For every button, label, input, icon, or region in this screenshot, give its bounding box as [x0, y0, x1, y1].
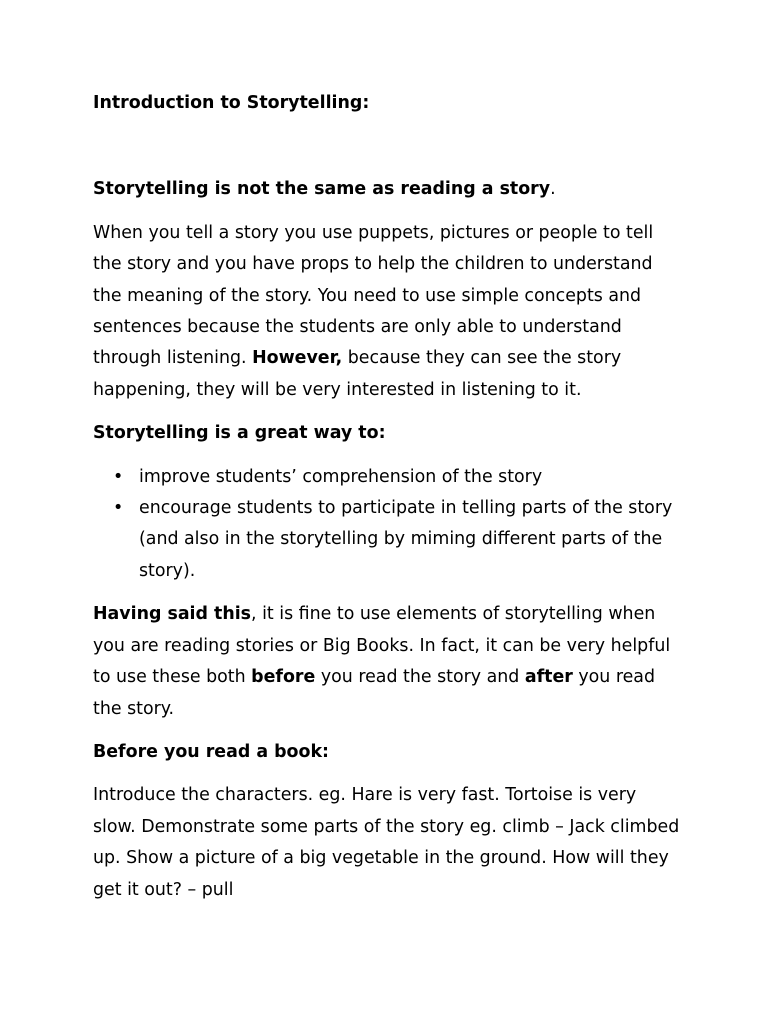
paragraph-text: you read the story and	[315, 667, 525, 688]
benefits-list	[93, 462, 683, 588]
however-bold: However,	[252, 348, 343, 369]
after-bold: after	[524, 667, 573, 688]
heading-bold-text: Storytelling is not the same as reading a story	[93, 179, 551, 200]
list-item-text: encourage students to participate in telling parts of the story (and also in the storytelling by miming different parts of the story).	[139, 498, 673, 581]
paragraph-text: you read the story.	[93, 667, 656, 719]
great-way-heading: Storytelling is a great way to:	[93, 423, 386, 444]
bullet-icon: •	[113, 498, 124, 519]
paragraph-text: When you tell a story you use puppets, pictures or people to tell the story and you have props to help the children to understand the meaning of the story. You need to use simple concepts and sentences because the students are only able to understand through listening.	[93, 222, 654, 369]
heading-period: .	[550, 179, 556, 200]
before-reading-paragraph: Introduce the characters. eg. Hare is very fast. Tortoise is very slow. Demonstrate some parts of the story eg. climb – Jack climbed up. Show a picture of a big vegetable in the ground. How will they get it out? – pull	[93, 785, 680, 900]
storytelling-explanation-paragraph	[93, 218, 683, 406]
list-item-text: improve students’ comprehension of the story	[139, 466, 543, 487]
having-said-this-paragraph	[93, 599, 683, 725]
before-bold: before	[251, 667, 316, 688]
document-title: Introduction to Storytelling:	[93, 93, 370, 113]
storytelling-not-reading-heading	[93, 174, 683, 205]
paragraph-text: because they can see the story happening, they will be very interested in listening to it.	[93, 348, 622, 400]
list-item	[93, 462, 683, 493]
bullet-icon: •	[113, 466, 124, 487]
paragraph-text: , it is fine to use elements of storytelling when you are reading stories or Big Books. In fact, it can be very helpful to use these both	[93, 604, 671, 688]
list-item	[93, 493, 683, 587]
having-said-this-bold: Having said this	[93, 604, 252, 625]
before-reading-heading: Before you read a book:	[93, 741, 329, 762]
document-content	[93, 88, 683, 918]
